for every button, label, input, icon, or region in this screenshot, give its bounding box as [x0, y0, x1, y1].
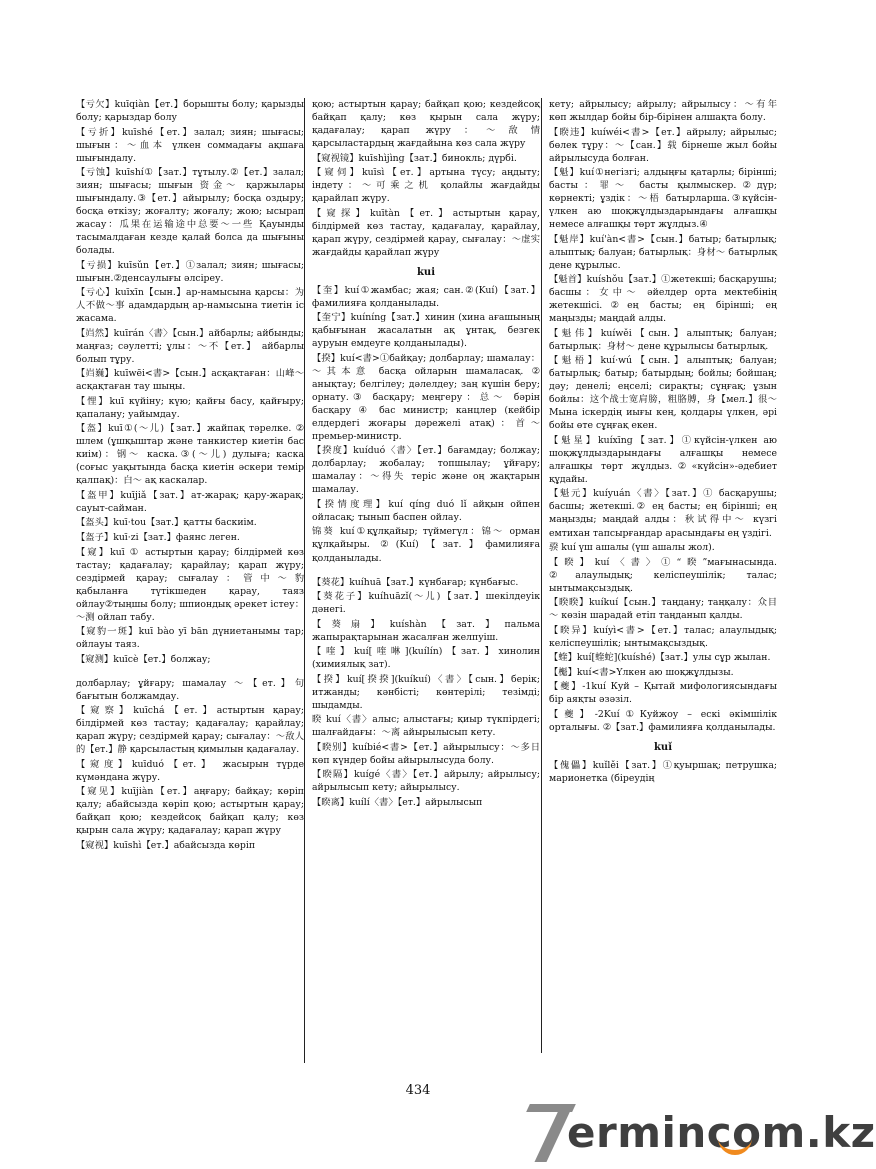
- dictionary-entry: 【魁星】kuíxīng【зат.】①күйсін-үлкен аю шоқжұлдыздарындағы алғашқы немесе алғашқы төрт жұлдыз.②«күйсін»-әдебиет құдайы.: [549, 434, 777, 485]
- blank-line: [76, 667, 304, 675]
- dictionary-entry: қою; астыртын қарау; байқап қою; кездейсоқ байқап қалу; көз қырын сала жүру; қадағалау; қарап жүру：～敌情 қарсыластардың жағдайына көз сала жүру: [312, 99, 540, 150]
- dictionary-entry: 【盔头】kuī·tou【зат.】қатты баскиім.: [76, 517, 257, 529]
- dictionary-entry: 【岿然】kuīrán〈書〉【сын.】айбарлы; айбынды; маңғаз; сәулетті; ұлы：～不【ет.】 айбарлы болып тұру.: [76, 327, 304, 365]
- dictionary-entry: 【魁岸】kuí'àn<書>【сын.】батыр; батырлық; алыптық; балуан; батырлық：身材～ батырлық дене құрылыс.: [549, 233, 777, 271]
- dictionary-entry: 【亏蚀】kuīshí①【зат.】тұтылу.②【ет.】залал; зиян; шығасы; шығын 资金～ қаржылары шығындалу.③【ет.】айырылу; босқа оздыру; босқа өткізу; жоғалту; жоғалу; жою; ысырап жасау：瓜果在运输途中总要～一些 Қауынды тасымалдаған кезде қалай болса да шығыны болады.: [76, 167, 304, 257]
- dictionary-column-3: [549, 98, 777, 786]
- dictionary-entry: 【盔】kuī①(～儿)【зат.】жайпақ тәрелке. ② шлем (ұшқыштар және танкистер киетін бас киім)：钢～ каска.③(～儿) дулыға; каска (соғыс уақытында басқа киетін әскери темір қалпақ)：白～ ақ каскалар.: [76, 423, 304, 487]
- dictionary-entry: 【盔甲】kuījiǎ【зат.】ат-жарақ; қару-жарақ; сауыт-сайман.: [76, 489, 304, 514]
- dictionary-entry: 【魁梧】kuí·wú【сын.】алыптық; балуан; батырлық; батыр; батырдың; бойлы; бойшаң; дәу; денелі; еңселі; сирақты; сұңғақ; ұзын бойлы：这个战士宽肩膀，粗胳膊，身【мел.】很～ Мына іскердің иығы кең, қолдары үлкен, әрі бойы өте сұңғақ екен.: [549, 355, 777, 432]
- dictionary-entry: 【盔子】kuī·zi【зат.】фаянс леген.: [76, 532, 240, 543]
- dictionary-entry: 【窥见】kuījiàn【ет.】аңғару; байқау; көріп қалу; абайсызда көріп қою; астыртын қарау; байқап қою; кездейсоқ байқап қалу; көз қырын сала жүру; қадағалау; қарап жүру: [76, 786, 304, 837]
- dictionary-entry: 【睽异】kuíyì<書>【ет.】талас; алаулыдық; келіспеушілік; ынтымақсыздық.: [549, 624, 777, 649]
- dictionary-entry: 【亏心】kuīxīn【сын.】ар-намысына қарсы：为人不做～事 адамдардың ар-намысына тиетін іс жасама.: [76, 287, 304, 325]
- dictionary-entry: 【揆情度理】kuí qíng duó lǐ айқын ойпен ойласақ; тынып баспен ойлау.: [312, 498, 540, 523]
- dictionary-column-2: [312, 98, 540, 810]
- dictionary-entry: 【奎宁】kuíníng【зат.】хинин (хина ағашының қабығынан жасалатын ақ ұнтақ, безгек ауруын емдеуге қолданылады).: [312, 312, 540, 350]
- dictionary-column-1: [76, 98, 304, 853]
- dictionary-entry: 【窥测】kuīcè【ет.】болжау;: [76, 653, 211, 665]
- dictionary-entry: 【窥伺】kuīsì【ет.】артына түсу; аңдыту; індету：～可乘之机 қолайлы жағдайды қарайлап жүру.: [312, 167, 540, 205]
- dictionary-entry: 【櫆】kuí<書>Үлкен аю шоқжұлдызы.: [549, 666, 734, 678]
- logo-text: ermincom.kz: [567, 1108, 876, 1157]
- dictionary-entry: 【揆】kuí[揆揆](kuíkuí)〈書〉【сын.】берік; итжанды; кәнбісті; көнтерілі; тезімді; шыдамды.: [312, 673, 540, 711]
- dictionary-entry: 【揆】kuí<書>①байқау; долбарлау; шамалау：～其本意 басқа ойларын шамаласақ. ② анықтау; белгілеу; дәлелдеу; заң күшін беру; орнату.③ басқару; меңгеру：总～ бәрін басқару ④ бас министр; канцлер (кейбір елдердегі жоғары дәрежелі атақ)：首～ премьер-министр.: [312, 352, 540, 442]
- dictionary-entry: 【睽别】kuíbié<書>【ет.】айырылысу：～多日 көп күндер бойы айырылысуда болу.: [312, 741, 540, 766]
- dictionary-entry: 【魁】kuí①негізгі; алдыңғы қатарлы; бірінші; басты：罪～ басты қылмыскер.②дүр; көрнекті; ұздік：～梧 батырларша.③күйсін-үлкен аю шоқжұлдыздарындағы алғашқы немесе алғашқы төрт жұлдыз.④: [549, 167, 777, 231]
- dictionary-entry: 【傀儡】kuǐlěi【зат.】①қуыршақ; петрушка; марионетка (біреудің: [549, 759, 777, 784]
- dictionary-entry: 【睽离】kuílí〈書〉【ет.】айрылысып: [312, 796, 483, 808]
- dictionary-entry: 【魁元】kuíyuán〈書〉【зат.】① басқарушы; басшы; жетекші.② ең басты; ең бірінші; ең маңызды; маңдай алды：秋试得中～ күзгі емтихан тапсырғандар арасындағы ең үздігі.: [549, 488, 777, 539]
- dictionary-entry: 【窥】kuī ① астыртын қарау; білдірмей көз тастау; қадағалау; қарайлау; қарап жүру; сездірмей қарау; сығалау：管中～豹 қабыланға түтікшеден қарау, таяз ойлау②тыңшы болу; шпиондық әрекет істеу：～测 ойлап табу.: [76, 546, 304, 623]
- dictionary-entry: 【喹】kuí[喹啉](kuílín)【зат.】хинолин (химиялық зат).: [312, 646, 540, 671]
- dictionary-entry: 【窥豹一斑】kuī bào yī bān дүниетанымы тар; ойлауы таяз.: [76, 626, 304, 651]
- dictionary-entry: 【魁首】kuíshǒu【зат.】①жетекші; басқарушы; басшы：女中～ әйелдер орта мектебінің жетекшісі.②ең басты; ең бірінші; ең маңызды; маңдай алды.: [549, 274, 777, 325]
- dictionary-entry: 【葵花】kuíhuā【зат.】күнбағар; күнбағыс.: [312, 576, 519, 588]
- dictionary-entry: 骙 kuí үш ашалы (үш ашалы жол).: [549, 542, 715, 554]
- dictionary-entry: 【睽睽】kuíkuí【сын.】таңдану; таңқалу：众目～ көзін шарадай етіп таңданып қалды.: [549, 597, 777, 622]
- dictionary-entry: 锦葵 kuí①құлқайыр; түймегүл：锦～ орман құлқайыры. ②(Kuí)【зат.】фамилияға қолданылады.: [312, 526, 540, 564]
- dictionary-entry: долбарлау; ұйғару; шамалау ～【ет.】句 бағытын болжамдау.: [76, 677, 304, 702]
- dictionary-entry: 【葵扇】kuíshàn【зат.】пальма жапырақтарынан жасалған желпуіш.: [312, 618, 540, 643]
- dictionary-entry: 【夔】-1kuí Куй – Қытай мифологиясындағы бір аяқты әзәзіл.: [549, 681, 777, 706]
- dictionary-entry: 【夔】-2Kuí①Куйжоу – ескі әкімшілік орталығы. ②【зат.】фамилияға қолданылады.: [549, 708, 777, 733]
- dictionary-entry: 【窥探】kuītàn【ет.】астыртын қарау, білдірмей көз тастау, қадағалау, қарайлау, қарап жүру, сездірмей қарау, сығалау：～虚实 жағдайды қарайлап жүру: [312, 207, 540, 258]
- dictionary-entry: 【岿巍】kuīwēi<書>【сын.】асқақтаған：山峰～ асқақтаған тау шыңы.: [76, 368, 304, 393]
- dictionary-entry: 【亏欠】kuīqiàn【ет.】борышты болу; қарызды болу; қарыздар болу: [76, 99, 304, 124]
- dictionary-entry: 【魁伟】kuíwěi【сын.】алыптық; балуан; батырлық：身材～ дене құрылысы батырлық.: [549, 327, 777, 352]
- section-heading: kuǐ: [654, 741, 672, 753]
- dictionary-entry: 【亏损】kuīsǔn【ет.】①залал; зиян; шығасы; шығын.②денсаулығы әлсіреу.: [76, 259, 304, 284]
- dictionary-entry: 【窥察】kuīchá【ет.】астыртын қарау; білдірмей көз тастау; қадағалау; қарайлау; қарап жүру; сездірмей қарау; сығалау：～敌人的【ет.】静 қарсыластың қимылын қадағалау.: [76, 705, 304, 756]
- dictionary-entry: 【睽】kuí〈書〉①“睽”мағынасында. ②алаулыдық; келіспеушілік; талас; ынтымақсыздық.: [549, 556, 777, 594]
- column-divider-2: [541, 98, 542, 1053]
- dictionary-entry: 【窥度】kuīduó【ет.】 жасырын түрде күмәндана жүру.: [76, 758, 304, 783]
- dictionary-entry: 【亏折】kuīshé【ет.】залал; зиян; шығасы; шығын：～血本 үлкен соммадағы ақшаға шығындалу.: [76, 126, 304, 164]
- blank-line: [312, 566, 540, 574]
- dictionary-entry: 【奎】kuí①жамбас; жая; сан.②(Kuí)【зат.】фамилияға қолданылады.: [312, 284, 540, 309]
- dictionary-entry: 【窥视】kuīshì【ет.】абайсызда көріп: [76, 839, 256, 851]
- page-number: 434: [405, 1083, 431, 1098]
- dictionary-entry: 【悝】kuī күйіну; күю; қайғы басу, қайғыру; қапалану; уайымдау.: [76, 395, 304, 420]
- dictionary-entry: 【葵花子】kuíhuāzǐ(～儿)【зат.】шекілдеуік дәнегі.: [312, 591, 540, 616]
- dictionary-entry: 【睽隔】kuígé〈書〉【ет.】айрылу; айрылысу; айрылысып кету; айырылысу.: [312, 769, 540, 794]
- dictionary-entry: кету; айрылысу; айрылу; айрылысу：～有年 көп жылдар бойы бір-бірінен алшақта болу.: [549, 99, 777, 124]
- dictionary-entry: 【睽违】kuíwéi<書>【ет.】айрылу; айрылыс; бөлек тұру：～【сан.】载 бірнеше жыл бойы айрылысуда болған.: [549, 126, 777, 164]
- dictionary-entry: 【揆度】kuíduó〈書〉【ет.】бағамдау; болжау; долбарлау; жобалау; топшылау; ұйғару; шамалау：～得失 теріс және оң жақтарын шамалау.: [312, 445, 540, 496]
- section-heading: kui: [417, 266, 435, 278]
- dictionary-entry: 【窥视镜】kuīshìjìng【зат.】бинокль; дүрбі.: [312, 152, 517, 164]
- dictionary-entry: 【蝰】kuí[蝰蛇](kuíshé)【зат.】улы сұр жылан.: [549, 652, 771, 664]
- termincom-logo: [520, 1098, 876, 1164]
- column-divider-1: [304, 98, 305, 1063]
- dictionary-entry: 睽 kuí〈書〉алыс; алыстағы; қиыр түкпірдегі; шалғайдағы：～离 айырылысып кету.: [312, 714, 540, 739]
